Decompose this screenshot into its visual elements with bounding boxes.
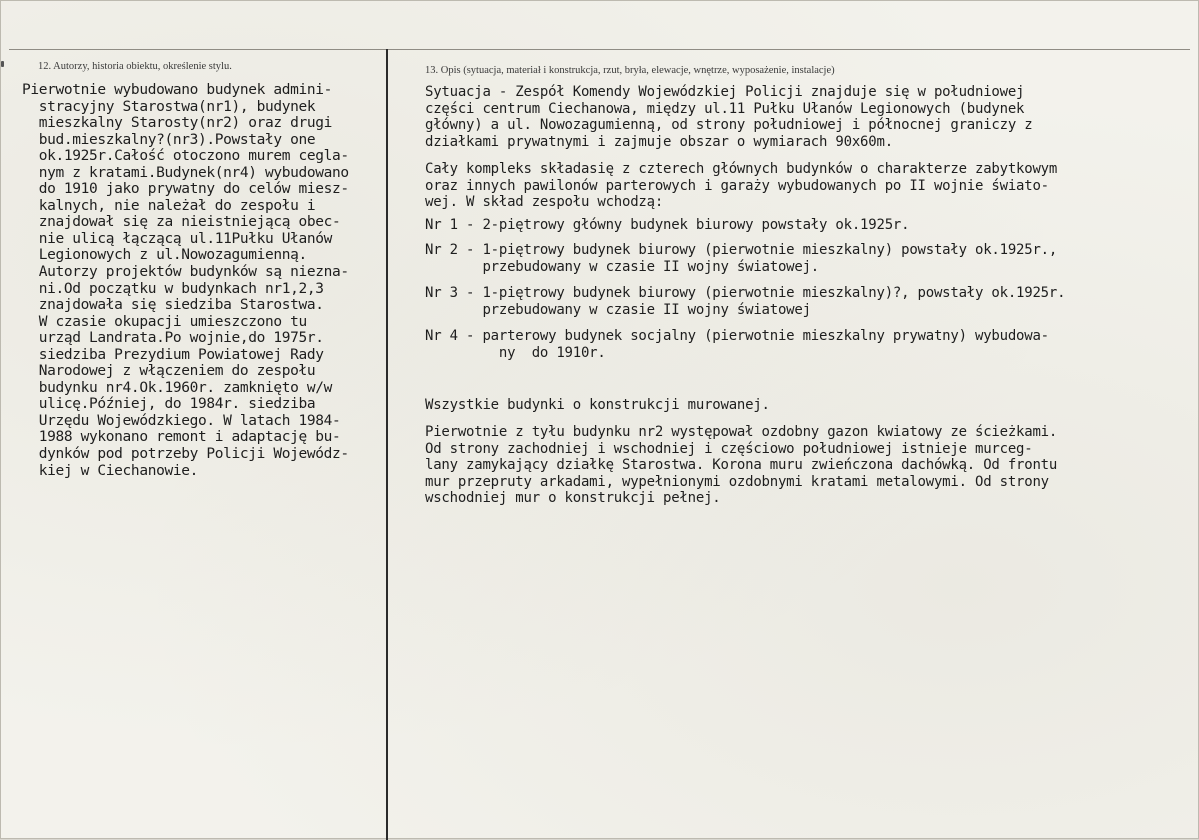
hole-punch-mark	[1, 61, 4, 67]
construction-paragraph: Wszystkie budynki o konstrukcji murowanej.	[425, 397, 770, 413]
history-text: Pierwotnie wybudowano budynek admini- stracyjny Starostwa(nr1), budynek mieszkalny Starosty(nr2) oraz drugi bud.mieszkalny?(nr3).Powstały one ok.1925r.Całość otoczono murem cegla- nym z kratami.Budynek(nr4) wybudowano do 1910 jako prywatny do celów miesz- kalnych, nie należał do zespołu i znajdował się za nieistniejącą obec- nie ulicą łączącą ul.11Pułku Ułanów Legionowych z ul.Nowozagumienną. Autorzy projektów budynków są niezna- ni.Od początku w budynkach nr1,2,3 znajdowała się siedziba Starostwa. W czasie okupacji umieszczono tu urząd Landrata.Po wojnie,do 1975r. siedziba Prezydium Powiatowej Rady Narodowej z włączeniem do zespołu budynku nr4.Ok.1960r. zamknięto w/w ulicę.Później, do 1984r. siedziba Urzędu Wojewódzkiego. W latach 1984- 1988 wykonano remont i adaptację bu- dynków pod potrzeby Policji Wojewódz- kiej w Ciechanowie.	[22, 82, 349, 479]
building-item-3: Nr 3 - 1-piętrowy budynek biurowy (pierwotnie mieszkalny)?, powstały ok.1925r. przebudowany w czasie II wojny światowej	[425, 285, 1066, 318]
building-item-4: Nr 4 - parterowy budynek socjalny (pierwotnie mieszkalny prywatny) wybudowa- ny do 1910r.	[425, 328, 1049, 361]
field-label-description: 13. Opis (sytuacja, materiał i konstrukcja, rzut, bryła, elewacje, wnętrze, wyposażenie, instalacje)	[425, 65, 835, 76]
building-item-2: Nr 2 - 1-piętrowy budynek biurowy (pierwotnie mieszkalny) powstały ok.1925r., przebudowany w czasie II wojny światowej.	[425, 242, 1058, 275]
header-rule	[9, 49, 1190, 50]
complex-paragraph: Cały kompleks składasię z czterech głównych budynków o charakterze zabytkowym oraz innych pawilonów parterowych i garaży wybudowanych po II wojnie świato- wej. W skład zespołu wchodzą:	[425, 161, 1058, 211]
garden-wall-paragraph: Pierwotnie z tyłu budynku nr2 występował ozdobny gazon kwiatowy ze ścieżkami. Od strony zachodniej i wschodniej i częściowo południowej istnieje murceg- lany zamykający działkę Starostwa. Korona muru zwieńczona dachówką. Od frontu mur przepruty arkadami, wypełnionymi ozdobnymi kratami metalowymi. Od strony wschodniej mur o konstrukcji pełnej.	[425, 424, 1058, 507]
column-divider	[386, 49, 388, 840]
situation-paragraph: Sytuacja - Zespół Komendy Wojewódzkiej Policji znajduje się w południowej części centrum Ciechanowa, między ul.11 Pułku Ułanów Legionowych (budynek główny) a ul. Nowozagumienną, od strony południowej i północnej graniczy z działkami prywatnymi i zajmuje obszar o wymiarach 90x60m.	[425, 84, 1033, 150]
building-item-1: Nr 1 - 2-piętrowy główny budynek biurowy powstały ok.1925r.	[425, 217, 910, 233]
field-label-authors-history: 12. Autorzy, historia obiektu, określenie stylu.	[38, 61, 232, 72]
